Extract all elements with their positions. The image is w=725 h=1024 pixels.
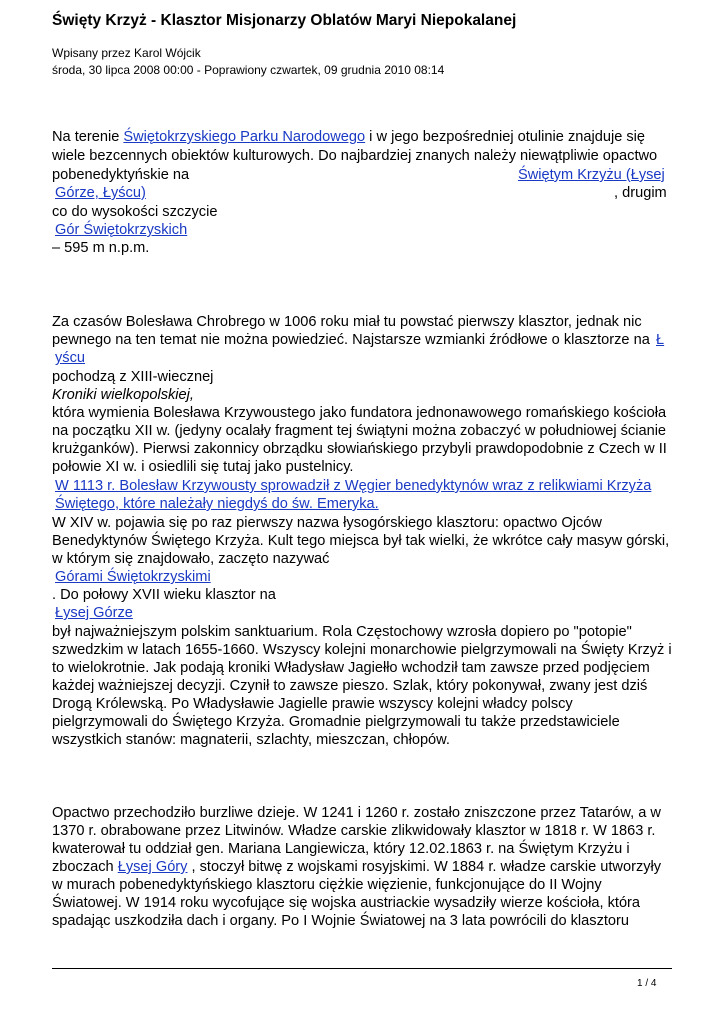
text-fragment: Na terenie	[52, 129, 124, 145]
paragraph-line: W XIV w. pojawia się po raz pierwszy nazwa łysogórskiego klasztoru: opactwo Ojców	[52, 515, 602, 531]
paragraph-line: Kroniki wielkopolskiej,	[52, 387, 194, 403]
paragraph-line: pobenedyktyńskie na	[52, 167, 190, 183]
paragraph-line: pewnego na ten temat nie można powiedzieć. Najstarsze wzmianki źródłowe o klasztorze na	[52, 332, 650, 348]
text-fragment: , stoczył bitwę z wojskami rosyjskimi. W 1884 r. władze carskie utworzyły	[187, 859, 662, 875]
text-fragment: i w jego bezpośredniej otulinie znajduje się	[365, 129, 646, 145]
paragraph-line: był najważniejszym polskim sanktuarium. Rola Częstochowy wzrosła dopiero po "potopie"	[52, 624, 632, 640]
link-lysiec[interactable]: Ł	[656, 332, 665, 348]
link-gory-swietokrzyskie[interactable]: Gór Świętokrzyskich	[55, 222, 188, 238]
paragraph-line: kwaterował tu oddział gen. Mariana Langiewicza, który 12.02.1863 r. na Świętym Krzyżu i	[52, 841, 630, 857]
link-lysa-gora-2[interactable]: Łysej Góry	[117, 859, 188, 875]
paragraph-line: . Do połowy XVII wieku klasztor na	[52, 587, 276, 603]
link-benedyktyni-cont[interactable]: Świętego, które należały niegdyś do św. Emeryka.	[55, 496, 379, 512]
link-benedyktyni[interactable]: W 1113 r. Bolesław Krzywousty sprowadził z Węgier benedyktynów wraz z relikwiami Krzyża	[55, 478, 652, 494]
paragraph-line: na początku XII w. (jedyny ocalały fragment tej świątyni można zobaczyć w południowej ścianie	[52, 423, 667, 439]
paragraph-line: to wielokrotnie. Jak podają kroniki Władysław Jagiełło wchodził tam zawsze przed podjęciem	[52, 660, 650, 676]
paragraph-line: w którym się znajdowało, zaczęto nazywać	[52, 551, 330, 567]
paragraph-line: Benedyktynów Świętego Krzyża. Kult tego miejsca był tak wielki, że wkrótce cały masyw górski,	[52, 533, 670, 549]
paragraph-line	[52, 128, 645, 146]
link-swiety-krzyz-cont[interactable]: Górze, Łyścu)	[55, 185, 146, 201]
paragraph-line: , drugim	[614, 185, 667, 201]
paragraph-line: w murach pobenedyktyńskiego klasztoru ciężkie więzienie, funkcjonujące do II Wojny	[52, 877, 602, 893]
paragraph-line: szwedzkim w latach 1655-1660. Wszyscy kolejni monarchowie pielgrzymowali na Święty Krzyż i	[52, 642, 672, 658]
paragraph-line: krużganków). Pierwsi zakonnicy obrządku słowiańskiego przybyli prawdopodobnie z Czech w II	[52, 441, 667, 457]
paragraph-line	[52, 858, 661, 876]
link-lysiec-cont[interactable]: yścu	[55, 350, 86, 366]
link-swiety-krzyz[interactable]: Świętym Krzyżu (Łysej	[518, 167, 665, 183]
date-line: środa, 30 lipca 2008 00:00 - Poprawiony czwartek, 09 grudnia 2010 08:14	[52, 63, 445, 77]
paragraph-line: każdej ważniejszej decyzji. Czynił to zawsze pieszo. Szlak, który pokonywał, zwany jest dziś	[52, 678, 648, 694]
page-title: Święty Krzyż - Klasztor Misjonarzy Oblatów Maryi Niepokalanej	[52, 12, 517, 29]
paragraph-line: Drogą Królewską. Po Władysławie Jagielle prawie wszyscy kolejni władcy polscy	[52, 696, 573, 712]
author-line: Wpisany przez Karol Wójcik	[52, 46, 201, 60]
paragraph-line: Opactwo przechodziło burzliwe dzieje. W 1241 i 1260 r. zostało zniszczone przez Tatarów, a w	[52, 805, 661, 821]
paragraph-line: wiele bezcennych obiektów kulturowych. Do najbardziej znanych należy niewątpliwie opactwo	[52, 148, 658, 164]
link-lysa-gora[interactable]: Łysej Górze	[55, 605, 133, 621]
text-fragment: zboczach	[52, 859, 118, 875]
link-swietokrzyski-park[interactable]: Świętokrzyskiego Parku Narodowego	[123, 129, 366, 145]
paragraph-line: wszystkich stanów: magnaterii, szlachty, mieszczan, chłopów.	[52, 732, 450, 748]
paragraph-line: pielgrzymowali do Świętego Krzyża. Gromadnie pielgrzymowali tu także przedstawiciele	[52, 714, 620, 730]
paragraph-line: która wymienia Bolesława Krzywoustego jako fundatora jednonawowego romańskiego kościoła	[52, 405, 667, 421]
paragraph-line: co do wysokości szczycie	[52, 204, 218, 220]
footer-divider	[52, 968, 672, 969]
paragraph-line: połowie XI w. i osiedlili się tutaj jako pustelnicy.	[52, 459, 354, 475]
paragraph-line: spadając uszkodziła dach i organy. Po I Wojnie Światowej na 3 lata powrócili do klasztoru	[52, 913, 630, 929]
page-number: 1 / 4	[637, 978, 657, 989]
paragraph-line: Światowej. W 1914 roku wycofujące się wojska austriackie wysadziły wierze kościoła, która	[52, 895, 641, 911]
paragraph-line: pochodzą z XIII-wiecznej	[52, 369, 214, 385]
paragraph-line: 1370 r. obrabowane przez Litwinów. Władze carskie zlikwidowały klasztor w 1818 r. W 1863 r.	[52, 823, 656, 839]
paragraph-line: Za czasów Bolesława Chrobrego w 1006 roku miał tu powstać pierwszy klasztor, jednak nic	[52, 314, 642, 330]
paragraph-line: – 595 m n.p.m.	[52, 240, 150, 256]
link-gorami-swietokrzyskimi[interactable]: Górami Świętokrzyskimi	[55, 569, 211, 585]
